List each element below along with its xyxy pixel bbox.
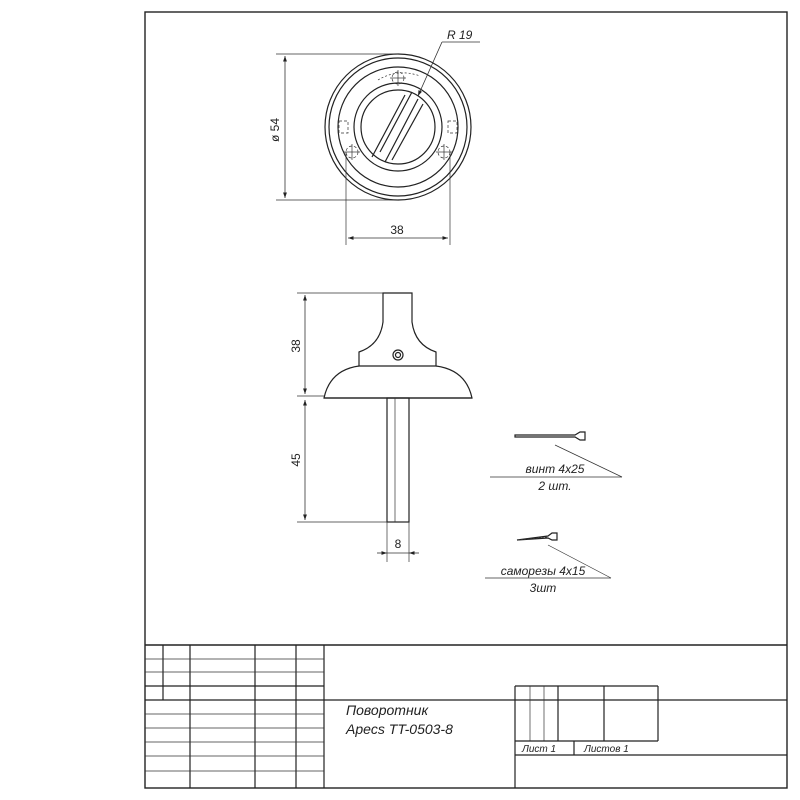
title-name-line2: Apecs TT-0503-8 <box>346 721 453 737</box>
title-block <box>145 645 787 788</box>
shaft-width-label: 8 <box>394 537 402 551</box>
knob-inner-ring <box>361 90 435 164</box>
shaft-length-dimension <box>289 400 387 522</box>
screw-qty: 2 шт. <box>538 479 572 493</box>
sheets-total-label: Листов 1 <box>584 744 629 755</box>
sheet-label: Лист 1 <box>522 744 557 755</box>
selftap-label: саморезы 4x15 <box>500 564 586 578</box>
diameter-dimension <box>268 54 398 200</box>
hole-spacing-label: 38 <box>390 223 404 237</box>
knob-outer-ring <box>354 83 442 171</box>
set-screw-hole <box>393 350 403 360</box>
title-name-line1: Поворотник <box>346 702 429 718</box>
rosette-dome <box>324 366 472 398</box>
selftap-qty: 3шт <box>529 581 557 595</box>
knob-grip <box>359 293 436 366</box>
radius-callout <box>378 28 480 96</box>
screw-label: винт 4x25 <box>525 462 585 476</box>
side-view <box>289 293 472 562</box>
upper-height-label: 38 <box>289 339 303 353</box>
upper-height-dimension <box>289 293 383 396</box>
hole-spacing-dimension <box>346 152 450 245</box>
diameter-label: ø 54 <box>268 117 282 143</box>
top-view <box>268 28 480 245</box>
set-screw-hole-inner <box>396 353 401 358</box>
shaft-width-dimension <box>377 522 419 562</box>
machine-screw <box>490 432 622 493</box>
sheet-frame <box>145 12 787 788</box>
self-tapping-screw <box>485 533 611 595</box>
thumb-turn-slot <box>372 92 423 162</box>
shaft-length-label: 45 <box>289 453 303 467</box>
radius-label: R 19 <box>447 28 473 42</box>
spindle-shaft <box>387 398 409 522</box>
